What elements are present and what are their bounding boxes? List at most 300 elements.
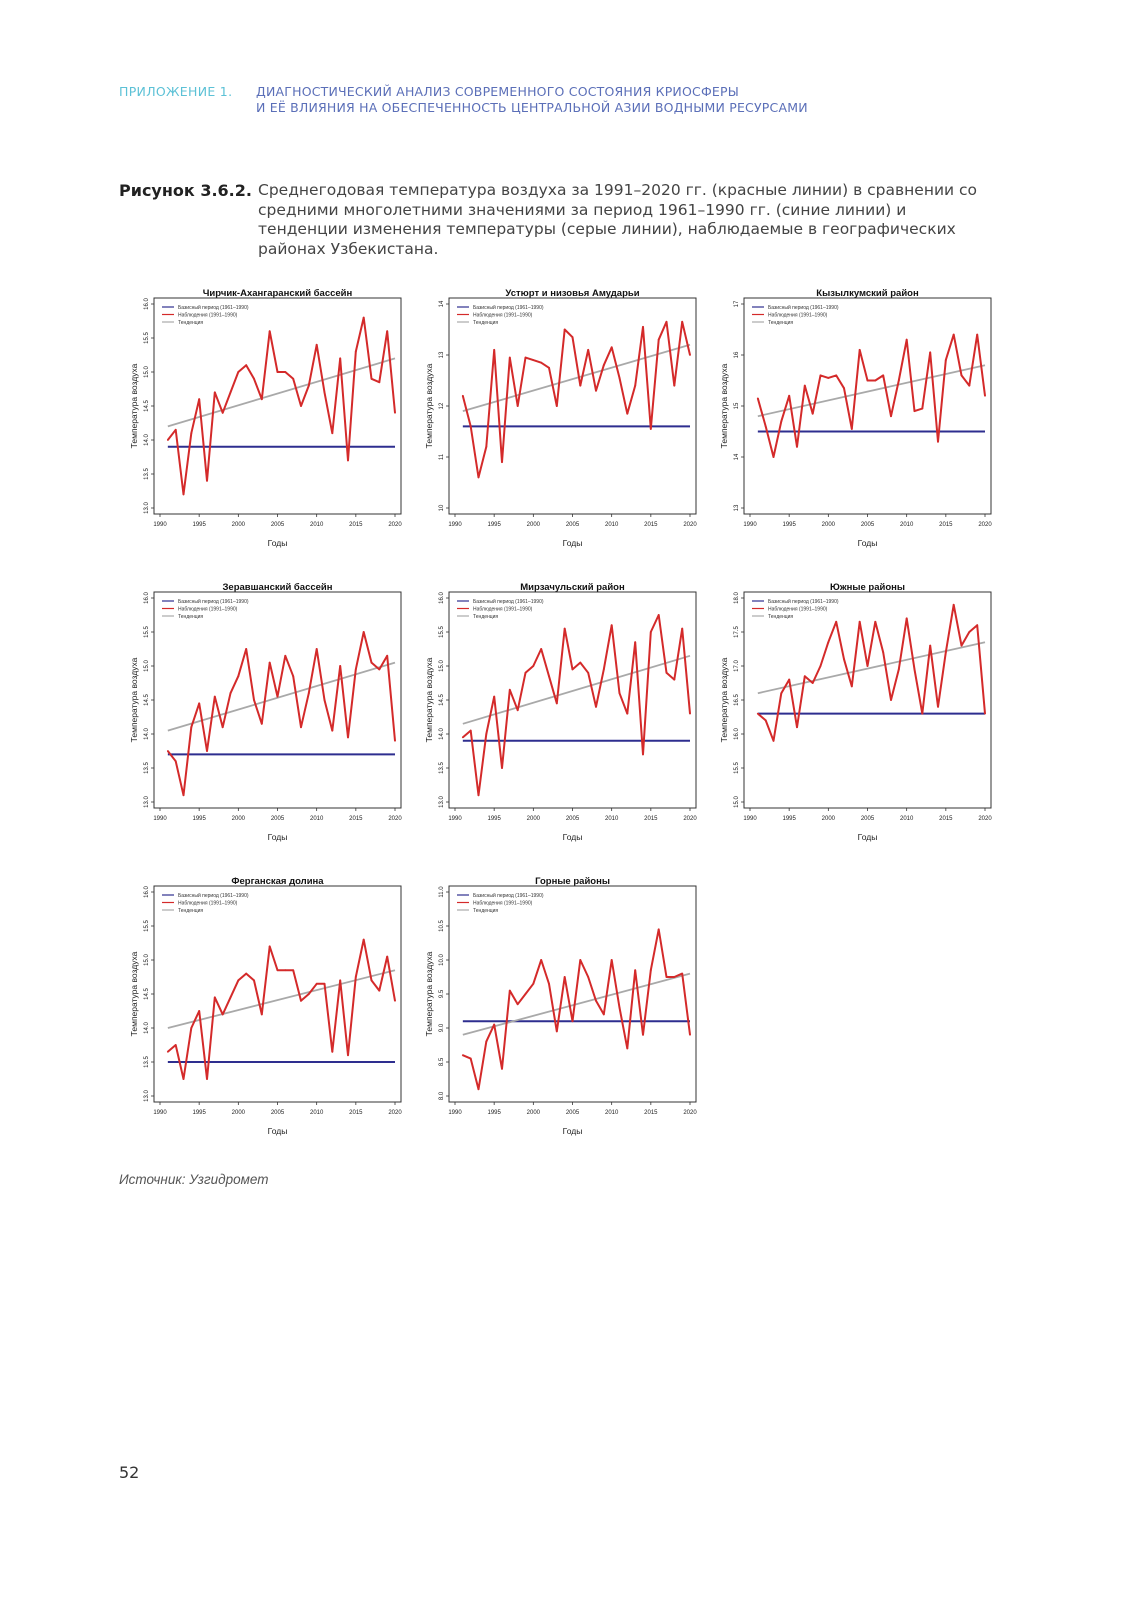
observed-point [976, 334, 978, 336]
y-tick-label: 16 [734, 351, 740, 359]
legend-label: Базисный период (1961–1990) [178, 893, 249, 899]
observed-point [564, 976, 566, 978]
y-tick-label: 10.0 [439, 954, 445, 966]
y-tick-label: 13.0 [439, 796, 445, 808]
x-tick-label: 1995 [782, 816, 796, 822]
observed-point [237, 675, 239, 677]
observed-series-line [758, 605, 985, 741]
observed-point [300, 405, 302, 407]
legend-label: Базисный период (1961–1990) [768, 305, 839, 311]
chart-svg [130, 282, 410, 572]
observed-point [968, 385, 970, 387]
y-tick-label: 13 [439, 351, 445, 359]
observed-point [796, 726, 798, 728]
observed-point [394, 740, 396, 742]
observed-point [462, 737, 464, 739]
observed-point [634, 641, 636, 643]
x-tick-label: 2010 [309, 816, 324, 822]
observed-point [269, 946, 271, 948]
observed-point [827, 641, 829, 643]
observed-point [953, 334, 955, 336]
observed-series-line [758, 335, 985, 457]
observed-point [548, 675, 550, 677]
legend-label: Наблюдения (1991–1990) [473, 312, 533, 319]
observed-point [929, 645, 931, 647]
observed-point [190, 726, 192, 728]
observed-point [757, 397, 759, 399]
legend-label: Наблюдения (1991–1990) [178, 312, 238, 319]
chart-title: Горные районы [535, 876, 610, 887]
x-tick-label: 1990 [153, 816, 167, 822]
x-tick-label: 1990 [448, 816, 462, 822]
observed-point [673, 679, 675, 681]
observed-point [548, 367, 550, 369]
observed-point [666, 976, 668, 978]
observed-point [859, 349, 861, 351]
observed-point [347, 460, 349, 462]
observed-point [324, 392, 326, 394]
y-tick-label: 18.0 [734, 592, 740, 604]
observed-point [595, 706, 597, 708]
legend-label: Тенденция [473, 908, 499, 914]
observed-series-line [168, 632, 395, 795]
y-tick-label: 14.0 [439, 728, 445, 740]
observed-point [378, 669, 380, 671]
observed-point [478, 1088, 480, 1090]
observed-point [673, 976, 675, 978]
y-axis-label: Температура воздуха [719, 363, 729, 449]
appendix-label: ПРИЛОЖЕНИЕ 1. [119, 84, 233, 99]
observed-point [183, 494, 185, 496]
y-axis-label: Температура воздуха [424, 363, 434, 449]
observed-point [525, 357, 527, 359]
observed-point [673, 385, 675, 387]
plot-frame [744, 298, 991, 514]
chart-svg [130, 870, 410, 1160]
observed-point [230, 392, 232, 394]
observed-point [517, 405, 519, 407]
observed-point [183, 794, 185, 796]
y-tick-label: 9.5 [439, 989, 445, 999]
observed-point [485, 1041, 487, 1043]
appendix-title [256, 84, 808, 116]
x-tick-label: 2015 [349, 1110, 363, 1116]
observed-point [245, 973, 247, 975]
observed-point [175, 760, 177, 762]
observed-point [914, 410, 916, 412]
observed-point [603, 669, 605, 671]
x-tick-label: 2000 [821, 816, 836, 822]
observed-point [603, 1014, 605, 1016]
y-tick-label: 13.0 [144, 1090, 150, 1102]
observed-point [642, 1034, 644, 1036]
observed-point [572, 669, 574, 671]
observed-point [681, 973, 683, 975]
observed-point [363, 317, 365, 319]
observed-point [324, 699, 326, 701]
observed-point [198, 1010, 200, 1012]
x-tick-label: 1990 [448, 522, 462, 528]
observed-point [579, 662, 581, 664]
y-tick-label: 13.5 [144, 1056, 150, 1068]
observed-point [619, 692, 621, 694]
y-axis-label: Температура воздуха [129, 363, 139, 449]
appendix-title-line2: И ЕЁ ВЛИЯНИЯ НА ОБЕСПЕЧЕННОСТЬ ЦЕНТРАЛЬНОЙ АЗИИ ВОДНЫМИ РЕСУРСАМИ [256, 100, 808, 115]
x-axis-label: Годы [857, 538, 878, 548]
observed-point [284, 969, 286, 971]
observed-point [509, 689, 511, 691]
y-tick-label: 16.5 [734, 694, 740, 706]
observed-point [765, 720, 767, 722]
x-axis-label: Годы [562, 832, 583, 842]
observed-point [222, 726, 224, 728]
observed-point [914, 669, 916, 671]
observed-point [386, 655, 388, 657]
observed-point [363, 631, 365, 633]
observed-point [394, 1000, 396, 1002]
chart-title: Южные районы [829, 582, 906, 593]
y-tick-label: 16.0 [734, 728, 740, 740]
observed-point [478, 477, 480, 479]
observed-point [666, 321, 668, 323]
y-tick-label: 8.5 [439, 1057, 445, 1067]
y-axis-label: Температура воздуха [424, 657, 434, 743]
observed-point [556, 405, 558, 407]
observed-point [874, 621, 876, 623]
observed-point [190, 1027, 192, 1029]
observed-point [773, 740, 775, 742]
observed-point [371, 662, 373, 664]
observed-point [945, 359, 947, 361]
observed-point [183, 1078, 185, 1080]
x-axis-label: Годы [267, 1126, 288, 1136]
y-tick-label: 12 [439, 402, 445, 410]
figure-label: Рисунок 3.6.2. [119, 181, 252, 200]
observed-series-line [168, 318, 395, 495]
observed-point [961, 375, 963, 377]
observed-point [501, 461, 503, 463]
observed-point [835, 621, 837, 623]
observed-point [681, 628, 683, 630]
y-axis-label: Температура воздуха [424, 951, 434, 1037]
observed-point [953, 604, 955, 606]
observed-point [765, 426, 767, 428]
y-tick-label: 14.5 [439, 694, 445, 706]
chart-panel-3 [720, 282, 1000, 572]
observed-point [961, 645, 963, 647]
observed-point [253, 378, 255, 380]
chart-title: Мирзачульский район [520, 582, 625, 593]
chart-panel-4 [130, 576, 410, 866]
x-axis-label: Годы [562, 1126, 583, 1136]
y-tick-label: 13.5 [144, 468, 150, 480]
observed-point [331, 432, 333, 434]
source-note: Источник: Узгидромет [119, 1172, 269, 1187]
observed-point [284, 371, 286, 373]
observed-point [658, 929, 660, 931]
y-tick-label: 8.0 [439, 1091, 445, 1101]
observed-point [867, 380, 869, 382]
x-tick-label: 2000 [231, 522, 246, 528]
x-tick-label: 2005 [860, 522, 875, 528]
x-tick-label: 1995 [192, 1110, 206, 1116]
plot-frame [154, 298, 401, 514]
figure-caption: Среднегодовая температура воздуха за 1991–2020 гг. (красные линии) в сравнении со средними многолетними значениями за период 1961–1990 гг. (синие линии) и тенденции изменения температуры (серые линии), наблюдаемые в географических районах Узбекистана. [258, 181, 978, 258]
observed-point [812, 413, 814, 415]
observed-point [890, 415, 892, 417]
chart-svg [425, 282, 705, 572]
observed-point [611, 959, 613, 961]
x-tick-label: 2015 [349, 816, 363, 822]
observed-point [277, 696, 279, 698]
observed-point [804, 385, 806, 387]
y-axis-label: Температура воздуха [129, 657, 139, 743]
y-tick-label: 10.5 [439, 920, 445, 932]
observed-point [355, 669, 357, 671]
observed-point [206, 480, 208, 482]
observed-point [501, 767, 503, 769]
observed-point [501, 1068, 503, 1070]
chart-panel-6 [720, 576, 1000, 866]
x-tick-label: 2005 [565, 522, 580, 528]
observed-point [237, 371, 239, 373]
observed-point [843, 658, 845, 660]
observed-point [619, 1007, 621, 1009]
observed-point [587, 672, 589, 674]
observed-point [532, 983, 534, 985]
observed-point [355, 976, 357, 978]
x-tick-label: 2010 [899, 522, 914, 528]
observed-point [812, 682, 814, 684]
observed-point [222, 412, 224, 414]
observed-point [363, 939, 365, 941]
x-tick-label: 2010 [899, 816, 914, 822]
observed-point [556, 1031, 558, 1033]
chart-panel-7 [130, 870, 410, 1160]
chart-title: Зеравшанский бассейн [222, 582, 333, 593]
page-number: 52 [119, 1463, 140, 1482]
chart-title: Кызылкумский район [816, 288, 919, 299]
legend-label: Тенденция [473, 320, 499, 326]
y-tick-label: 17.5 [734, 626, 740, 638]
x-tick-label: 2020 [978, 816, 992, 822]
observed-point [882, 375, 884, 377]
observed-point [572, 1020, 574, 1022]
y-tick-label: 16.0 [144, 298, 150, 310]
observed-point [509, 357, 511, 359]
observed-point [292, 969, 294, 971]
x-tick-label: 2005 [270, 816, 285, 822]
observed-point [595, 390, 597, 392]
x-tick-label: 2020 [683, 522, 697, 528]
observed-point [284, 655, 286, 657]
y-tick-label: 15.5 [734, 762, 740, 774]
observed-point [540, 648, 542, 650]
observed-point [796, 446, 798, 448]
observed-point [308, 692, 310, 694]
x-tick-label: 1990 [448, 1110, 462, 1116]
observed-point [206, 1078, 208, 1080]
y-tick-label: 14.5 [144, 694, 150, 706]
x-tick-label: 2015 [349, 522, 363, 528]
y-tick-label: 15.0 [734, 796, 740, 808]
x-tick-label: 1990 [153, 522, 167, 528]
observed-point [462, 1054, 464, 1056]
observed-point [556, 703, 558, 705]
observed-point [347, 737, 349, 739]
x-tick-label: 2020 [388, 522, 402, 528]
observed-point [269, 330, 271, 332]
observed-point [167, 1051, 169, 1053]
observed-point [339, 358, 341, 360]
observed-point [331, 1051, 333, 1053]
observed-series-line [168, 940, 395, 1079]
observed-point [984, 395, 986, 397]
observed-point [650, 631, 652, 633]
observed-point [308, 993, 310, 995]
legend-label: Наблюдения (1991–1990) [768, 312, 828, 319]
observed-point [292, 378, 294, 380]
observed-point [470, 730, 472, 732]
x-tick-label: 2010 [604, 522, 619, 528]
observed-point [493, 696, 495, 698]
observed-point [214, 392, 216, 394]
observed-point [230, 997, 232, 999]
observed-point [245, 648, 247, 650]
observed-point [773, 456, 775, 458]
observed-point [788, 679, 790, 681]
observed-point [167, 439, 169, 441]
x-tick-label: 2005 [565, 816, 580, 822]
y-tick-label: 11.0 [439, 886, 445, 898]
observed-point [347, 1054, 349, 1056]
observed-point [371, 378, 373, 380]
chart-title: Устюрт и низовья Амударьи [505, 288, 640, 299]
plot-frame [154, 592, 401, 808]
observed-point [650, 969, 652, 971]
y-tick-label: 16.0 [144, 886, 150, 898]
legend-label: Базисный период (1961–1990) [768, 599, 839, 605]
observed-point [316, 648, 318, 650]
observed-point [394, 412, 396, 414]
x-tick-label: 2000 [526, 522, 541, 528]
plot-frame [449, 886, 696, 1102]
chart-panel-2 [425, 282, 705, 572]
observed-point [478, 794, 480, 796]
x-axis-label: Годы [857, 832, 878, 842]
trend-line [758, 642, 985, 693]
x-tick-label: 2020 [978, 522, 992, 528]
observed-point [339, 665, 341, 667]
x-tick-label: 2020 [683, 816, 697, 822]
x-tick-label: 2005 [270, 522, 285, 528]
observed-point [827, 377, 829, 379]
observed-point [572, 336, 574, 338]
x-tick-label: 2000 [821, 522, 836, 528]
observed-point [689, 354, 691, 356]
observed-point [945, 652, 947, 654]
observed-point [595, 1000, 597, 1002]
observed-point [331, 730, 333, 732]
observed-point [214, 696, 216, 698]
x-tick-label: 1990 [743, 522, 757, 528]
legend-label: Тенденция [178, 614, 204, 620]
observed-point [378, 381, 380, 383]
observed-point [898, 380, 900, 382]
observed-point [292, 675, 294, 677]
x-tick-label: 1995 [782, 522, 796, 528]
x-tick-label: 2005 [270, 1110, 285, 1116]
y-tick-label: 14 [439, 300, 445, 308]
y-tick-label: 9.0 [439, 1023, 445, 1033]
observed-point [921, 713, 923, 715]
x-tick-label: 2000 [526, 816, 541, 822]
observed-point [898, 669, 900, 671]
observed-point [525, 672, 527, 674]
x-tick-label: 1995 [487, 816, 501, 822]
chart-panel-8 [425, 870, 705, 1160]
observed-point [929, 352, 931, 354]
x-tick-label: 2000 [231, 1110, 246, 1116]
observed-point [386, 330, 388, 332]
observed-series-line [463, 322, 690, 478]
observed-point [175, 429, 177, 431]
observed-point [937, 441, 939, 443]
y-tick-label: 15.0 [144, 660, 150, 672]
legend-label: Наблюдения (1991–1990) [178, 900, 238, 907]
observed-point [587, 976, 589, 978]
observed-point [780, 420, 782, 422]
observed-point [198, 703, 200, 705]
x-tick-label: 2015 [644, 816, 658, 822]
observed-point [859, 621, 861, 623]
x-tick-label: 2005 [565, 1110, 580, 1116]
observed-series-line [463, 615, 690, 795]
x-tick-label: 2000 [526, 1110, 541, 1116]
observed-point [666, 672, 668, 674]
observed-point [984, 713, 986, 715]
y-tick-label: 13.5 [439, 762, 445, 774]
y-tick-label: 16.0 [144, 592, 150, 604]
y-tick-label: 13.0 [144, 502, 150, 514]
observed-point [634, 969, 636, 971]
observed-point [316, 983, 318, 985]
observed-point [517, 1003, 519, 1005]
observed-point [261, 1014, 263, 1016]
chart-panel-5 [425, 576, 705, 866]
x-tick-label: 2020 [683, 1110, 697, 1116]
legend-label: Тенденция [768, 320, 794, 326]
y-tick-label: 14.0 [144, 1022, 150, 1034]
observed-point [921, 408, 923, 410]
legend-label: Наблюдения (1991–1990) [768, 606, 828, 613]
y-tick-label: 15.5 [144, 332, 150, 344]
x-tick-label: 2010 [604, 816, 619, 822]
y-tick-label: 11 [439, 453, 445, 461]
observed-point [253, 699, 255, 701]
observed-point [820, 665, 822, 667]
x-tick-label: 2000 [231, 816, 246, 822]
x-axis-label: Годы [267, 538, 288, 548]
y-tick-label: 14.0 [144, 728, 150, 740]
observed-point [757, 713, 759, 715]
observed-point [517, 709, 519, 711]
observed-point [843, 387, 845, 389]
legend-label: Базисный период (1961–1990) [473, 599, 544, 605]
chart-svg [720, 282, 1000, 572]
x-tick-label: 2015 [939, 816, 953, 822]
observed-point [780, 692, 782, 694]
